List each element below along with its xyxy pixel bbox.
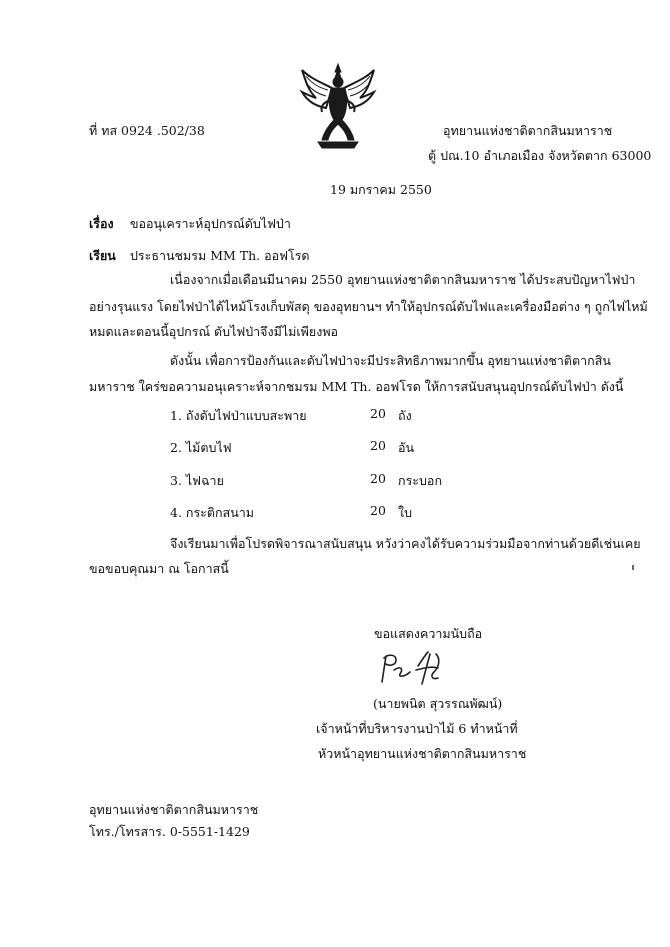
item-name: 1. ถังดับไฟป่าแบบสะพาย xyxy=(170,408,307,423)
signature-image xyxy=(378,648,458,688)
paragraph-3-line-2: ขอขอบคุณมา ณ โอกาสนี้ xyxy=(89,561,229,576)
paragraph-1-line-3: หมดและตอนนี้อุปกรณ์ ดับไฟป่าจึงมีไม่เพียงพอ xyxy=(89,324,339,339)
signer-position: เจ้าหน้าที่บริหารงานป่าไม้ 6 ทำหน้าที่ xyxy=(316,721,518,736)
paragraph-3-line-1: จึงเรียนมาเพื่อโปรดพิจารณาสนับสนุน หวังว่าคงได้รับความร่วมมือจากท่านด้วยดีเช่นเคย xyxy=(170,536,641,551)
subject-label: เรื่อง xyxy=(89,216,114,231)
footer-phone: โทร./โทรสาร. 0-5551-1429 xyxy=(89,824,250,839)
item-quantity: 20 xyxy=(370,406,386,421)
document-number: ที่ ทส 0924 .502/38 xyxy=(89,123,205,138)
paragraph-1-line-1: เนื่องจากเมื่อเดือนมีนาคม 2550 อุทยานแห่งชาติตากสินมหาราช ได้ประสบปัญหาไฟป่า xyxy=(170,272,636,287)
recipient-label: เรียน xyxy=(89,248,116,263)
paragraph-1-line-2: อย่างรุนแรง โดยไฟป่าได้ไหม้โรงเก็บพัสดุ ของอุทยานฯ ทำให้อุปกรณ์ดับไฟและเครื่องมือต่าง ๆ ถูกไฟไหม้ xyxy=(89,299,648,314)
list-item xyxy=(170,406,490,426)
list-item xyxy=(170,503,490,523)
item-quantity: 20 xyxy=(370,471,386,486)
item-quantity: 20 xyxy=(370,438,386,453)
subject-text: ขออนุเคราะห์อุปกรณ์ดับไฟป่า xyxy=(130,216,291,231)
garuda-emblem-icon xyxy=(298,60,378,152)
item-unit: กระบอก xyxy=(398,473,443,488)
closing-salutation: ขอแสดงความนับถือ xyxy=(374,626,483,641)
paragraph-2-line-1: ดังนั้น เพื่อการป้องกันและดับไฟป่าจะมีประสิทธิภาพมากขึ้น อุทยานแห่งชาติตากสิน xyxy=(170,353,611,368)
organization-address: ตู้ ปณ.10 อำเภอเมือง จังหวัดตาก 63000 xyxy=(428,148,652,163)
list-item xyxy=(170,471,490,491)
item-name: 3. ไฟฉาย xyxy=(170,473,224,488)
item-unit: อัน xyxy=(398,440,415,455)
recipient-text: ประธานชมรม MM Th. ออฟโรด xyxy=(130,248,310,263)
list-item xyxy=(170,438,490,458)
item-name: 4. กระติกสนาม xyxy=(170,505,255,520)
signer-name: (นายพนิต สุวรรณพัฒน์) xyxy=(373,696,503,711)
item-name: 2. ไม้ตบไฟ xyxy=(170,440,232,455)
scan-mark xyxy=(632,565,634,570)
document-date: 19 มกราคม 2550 xyxy=(330,182,432,197)
item-unit: ถัง xyxy=(398,408,412,423)
paragraph-2-line-2: มหาราช ใคร่ขอความอนุเคราะห์จากชมรม MM Th. ออฟโรด ให้การสนับสนุนอุปกรณ์ดับไฟป่า ดังนี้ xyxy=(89,379,624,394)
item-unit: ใบ xyxy=(398,505,413,520)
signer-position-2: หัวหน้าอุทยานแห่งชาติตากสินมหาราช xyxy=(318,746,527,761)
organization-name: อุทยานแห่งชาติตากสินมหาราช xyxy=(443,123,613,138)
item-quantity: 20 xyxy=(370,503,386,518)
footer-organization: อุทยานแห่งชาติตากสินมหาราช xyxy=(89,802,259,817)
